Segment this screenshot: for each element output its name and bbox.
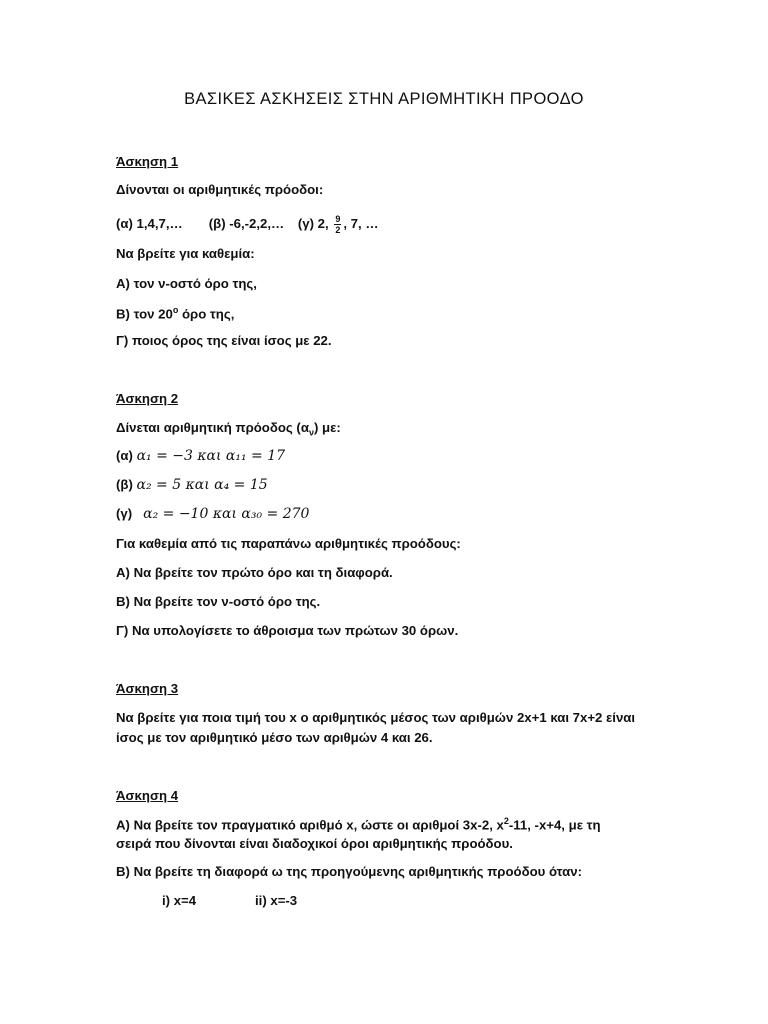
exercise-4-heading: Άσκηση 4 [116,788,179,803]
exercise-1-intro: Δίνονται οι αριθμητικές πρόοδοι: [116,182,324,197]
exercise-1-question-a: Α) τον ν-οστό όρο της, [116,276,257,291]
exercise-1-ask: Να βρείτε για καθεμία: [116,246,255,261]
exercise-1-question-b: Β) τον $20^o$ όρο της, [116,305,235,322]
sequence-b: (β) -6,-2,2,… [208,215,285,231]
exercise-4-case-i: i) x=4 [162,893,197,908]
exercise-4-case-ii: ii) x=-3 [255,893,298,908]
exercise-2-case-a: (α) α₁ = −3 και α₁₁ = 17 [116,448,286,464]
fraction-nine-halves: $\frac{9}{2}$ [335,214,341,235]
exercise-2-heading: Άσκηση 2 [116,391,179,406]
exercise-2-case-c: (γ) α₂ = −10 και α₃₀ = 270 [116,506,310,522]
sequence-c-suffix: , 7, … [343,215,379,231]
exercise-2-question-a: Α) Να βρείτε τον πρώτο όρο και τη διαφορά. [116,565,393,580]
exercise-1-sequences [116,214,379,235]
sequence-a: (α) 1,4,7,… [116,215,183,231]
case-b-equation: α₂ = 5 και α₄ = 15 [136,477,268,493]
exercise-1-question-c: Γ) ποιος όρος της είναι ίσος με 22. [116,333,332,348]
exercise-4-part-a-line-1: Α) Να βρείτε τον πραγματικό αριθμό x, ώστε οι αριθμοί 3x-2, $x^2-11$, -x+4, με τη [116,816,601,833]
exercise-2-intro: Δίνεται αριθμητική πρόοδος $(\alpha_\nu)$ με: [116,420,341,438]
exercise-2-question-c: Γ) Να υπολογίσετε το άθροισμα των πρώτων 30 όρων. [116,623,459,638]
exercise-4-part-b: Β) Να βρείτε τη διαφορά ω της προηγούμενης αριθμητικής προόδου όταν: [116,864,582,879]
exercise-3-text-line-1: Να βρείτε για ποια τιμή του x ο αριθμητικός μέσος των αριθμών 2x+1 και 7x+2 είναι [116,710,636,725]
exercise-4-part-a-line-2: σειρά που δίνονται είναι διαδοχικοί όροι αριθμητικής προόδου. [116,836,513,851]
case-c-equation: α₂ = −10 και α₃₀ = 270 [143,506,310,522]
sequence-c-prefix: (γ) 2, [297,215,329,231]
exercise-1-heading: Άσκηση 1 [116,154,179,169]
exercise-2-case-b: (β) α₂ = 5 και α₄ = 15 [116,477,268,493]
exercise-3-heading: Άσκηση 3 [116,681,179,696]
exercise-2-question-b: Β) Να βρείτε τον ν-οστό όρο της. [116,594,321,609]
case-a-equation: α₁ = −3 και α₁₁ = 17 [136,448,286,464]
page-title: ΒΑΣΙΚΕΣ ΑΣΚΗΣΕΙΣ ΣΤΗΝ ΑΡΙΘΜΗΤΙΚΗ ΠΡΟΟΔΟ [184,90,584,108]
exercise-3-text-line-2: ίσος με τον αριθμητικό μέσο των αριθμών 4 και 26. [116,730,433,745]
exercise-2-ask: Για καθεμία από τις παραπάνω αριθμητικές προόδους: [116,536,461,551]
